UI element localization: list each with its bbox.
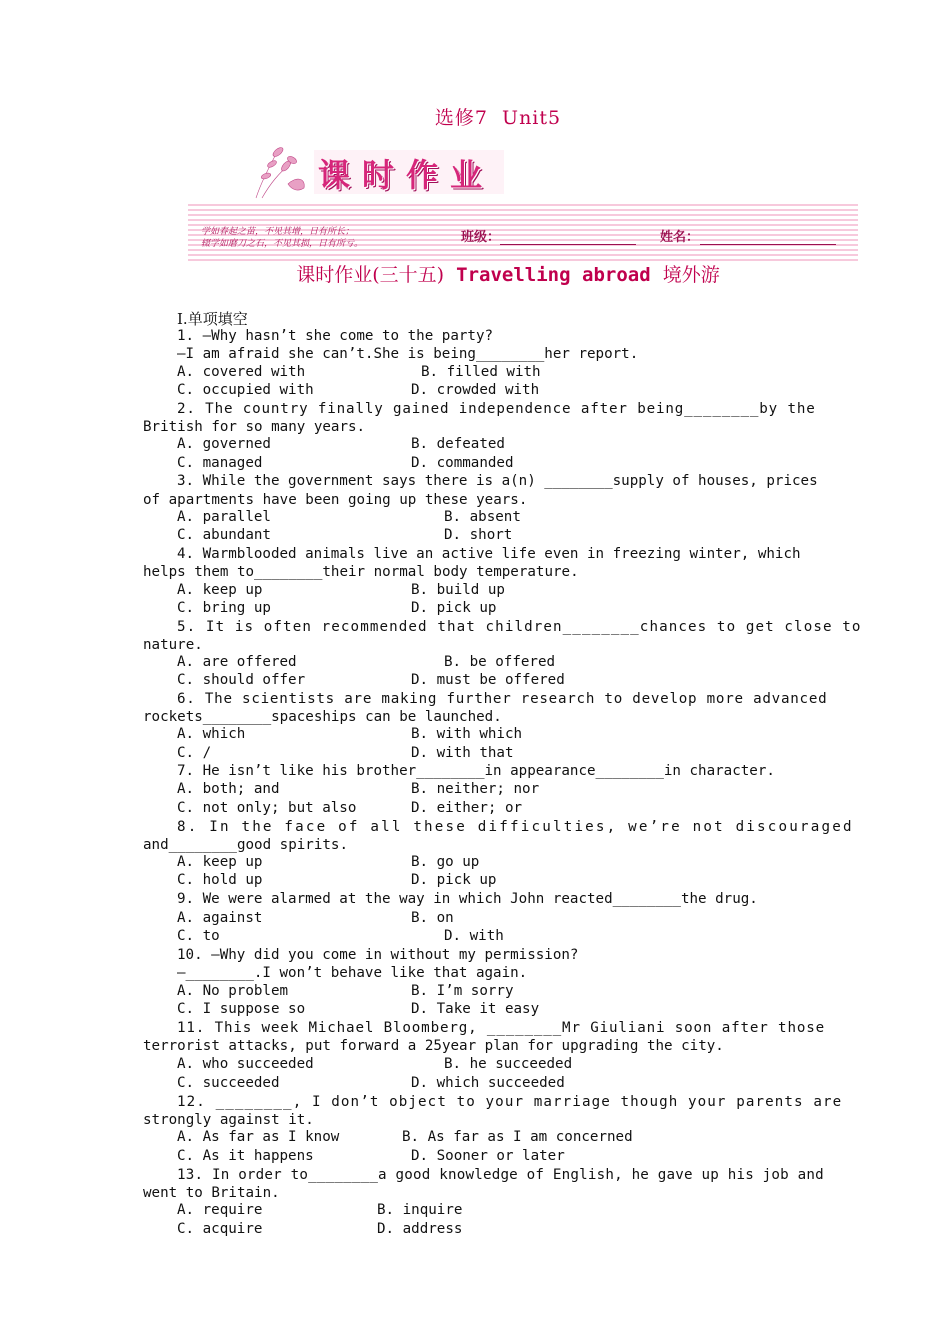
subtitle-cn: 课时作业(三十五): [296, 264, 445, 286]
option: D. either; or: [411, 800, 523, 816]
text-line: 7. He isn’t like his brother________in appearance________in character.: [177, 763, 775, 779]
option: C. abundant: [177, 527, 271, 543]
option: C. bring up: [177, 600, 271, 616]
option: C. to: [177, 928, 220, 944]
text-line: 13. In order to________a good knowledge of English, he gave up his job and: [177, 1167, 824, 1183]
option: C. should offer: [177, 672, 306, 688]
option: D. Sooner or later: [411, 1148, 565, 1164]
option: D. must be offered: [411, 672, 565, 688]
option: B. go up: [411, 854, 480, 870]
option: D. address: [377, 1221, 463, 1237]
option: A. require: [177, 1202, 263, 1218]
text-line: 5. It is often recommended that children________chances to get close to: [177, 619, 862, 635]
option: B. with which: [411, 726, 523, 742]
name-label: 姓名：: [660, 230, 700, 245]
option: A. parallel: [177, 509, 271, 525]
text-line: helps them to________their normal body temperature.: [143, 564, 579, 580]
name-field[interactable]: [700, 244, 836, 245]
text-line: terrorist attacks, put forward a 25year plan for upgrading the city.: [143, 1038, 724, 1054]
subtitle-cn2: 境外游: [662, 264, 720, 286]
text-line: —I am afraid she can’t.She is being________her report.: [177, 346, 639, 362]
text-line: strongly against it.: [143, 1112, 314, 1128]
option: A. against: [177, 910, 263, 926]
page-title: 选修7 Unit5: [434, 107, 562, 129]
text-line: —________.I won’t behave like that again.: [177, 965, 528, 981]
option: C. occupied with: [177, 382, 314, 398]
text-line: and________good spirits.: [143, 837, 348, 853]
option: C. hold up: [177, 872, 263, 888]
option: A. governed: [177, 436, 271, 452]
option: A. keep up: [177, 854, 263, 870]
option: D. pick up: [411, 600, 497, 616]
motto-line: 学如春起之苗，不见其增，日有所长；: [201, 227, 355, 237]
option: A. covered with: [177, 364, 306, 380]
option: A. which: [177, 726, 246, 742]
option: C. As it happens: [177, 1148, 314, 1164]
text-line: 1. —Why hasn’t she come to the party?: [177, 328, 494, 344]
text-line: rockets________spaceships can be launched.: [143, 709, 502, 725]
option: D. commanded: [411, 455, 514, 471]
option: B. on: [411, 910, 454, 926]
subtitle: [0, 260, 950, 287]
class-label: 班级：: [461, 230, 501, 245]
option: B. defeated: [411, 436, 505, 452]
option: D. pick up: [411, 872, 497, 888]
option: D. Take it easy: [411, 1001, 540, 1017]
option: C. succeeded: [177, 1075, 280, 1091]
option: A. keep up: [177, 582, 263, 598]
motto-line: 辍学如磨刀之石，不见其损，日有所亏。: [201, 239, 364, 249]
text-line: nature.: [143, 637, 203, 653]
option: D. with: [444, 928, 504, 944]
text-line: 2. The country finally gained independence after being________by the: [177, 401, 816, 417]
option: C. not only; but also: [177, 800, 357, 816]
option: D. crowded with: [411, 382, 540, 398]
option: A. No problem: [177, 983, 289, 999]
option: B. inquire: [377, 1202, 463, 1218]
text-line: 12. ________, I don’t object to your marriage though your parents are: [177, 1094, 843, 1110]
option: D. which succeeded: [411, 1075, 565, 1091]
banner-title: 课时作业: [318, 156, 495, 194]
option: C. I suppose so: [177, 1001, 306, 1017]
section-heading: Ⅰ.单项填空: [177, 310, 248, 328]
text-line: of apartments have been going up these years.: [143, 492, 528, 508]
text-line: 4. Warmblooded animals live an active life even in freezing winter, which: [177, 546, 801, 562]
option: B. neither; nor: [411, 781, 540, 797]
text-line: 8. In the face of all these difficulties, we’re not discouraged: [177, 819, 854, 835]
option: B. absent: [444, 509, 521, 525]
text-line: 6. The scientists are making further research to develop more advanced: [177, 691, 828, 707]
option: B. filled with: [421, 364, 541, 380]
option: D. short: [444, 527, 513, 543]
option: D. with that: [411, 745, 514, 761]
option: B. I’m sorry: [411, 983, 514, 999]
option: B. build up: [411, 582, 505, 598]
option: A. who succeeded: [177, 1056, 314, 1072]
option: A. both; and: [177, 781, 280, 797]
text-line: 10. —Why did you come in without my permission?: [177, 947, 579, 963]
option: C. managed: [177, 455, 263, 471]
text-line: 9. We were alarmed at the way in which John reacted________the drug.: [177, 891, 758, 907]
text-line: 3. While the government says there is a(n) ________supply of houses, prices: [177, 473, 818, 489]
option: A. are offered: [177, 654, 297, 670]
option: A. As far as I know: [177, 1129, 340, 1145]
text-line: British for so many years.: [143, 419, 366, 435]
option: B. be offered: [444, 654, 556, 670]
option: C. acquire: [177, 1221, 263, 1237]
subtitle-en: Travelling abroad: [456, 264, 651, 286]
class-field[interactable]: [500, 244, 636, 245]
option: B. As far as I am concerned: [402, 1129, 633, 1145]
option: B. he succeeded: [444, 1056, 573, 1072]
option: C. /: [177, 745, 212, 761]
text-line: went to Britain.: [143, 1185, 280, 1201]
text-line: 11. This week Michael Bloomberg, ________Mr Giuliani soon after those: [177, 1020, 826, 1036]
